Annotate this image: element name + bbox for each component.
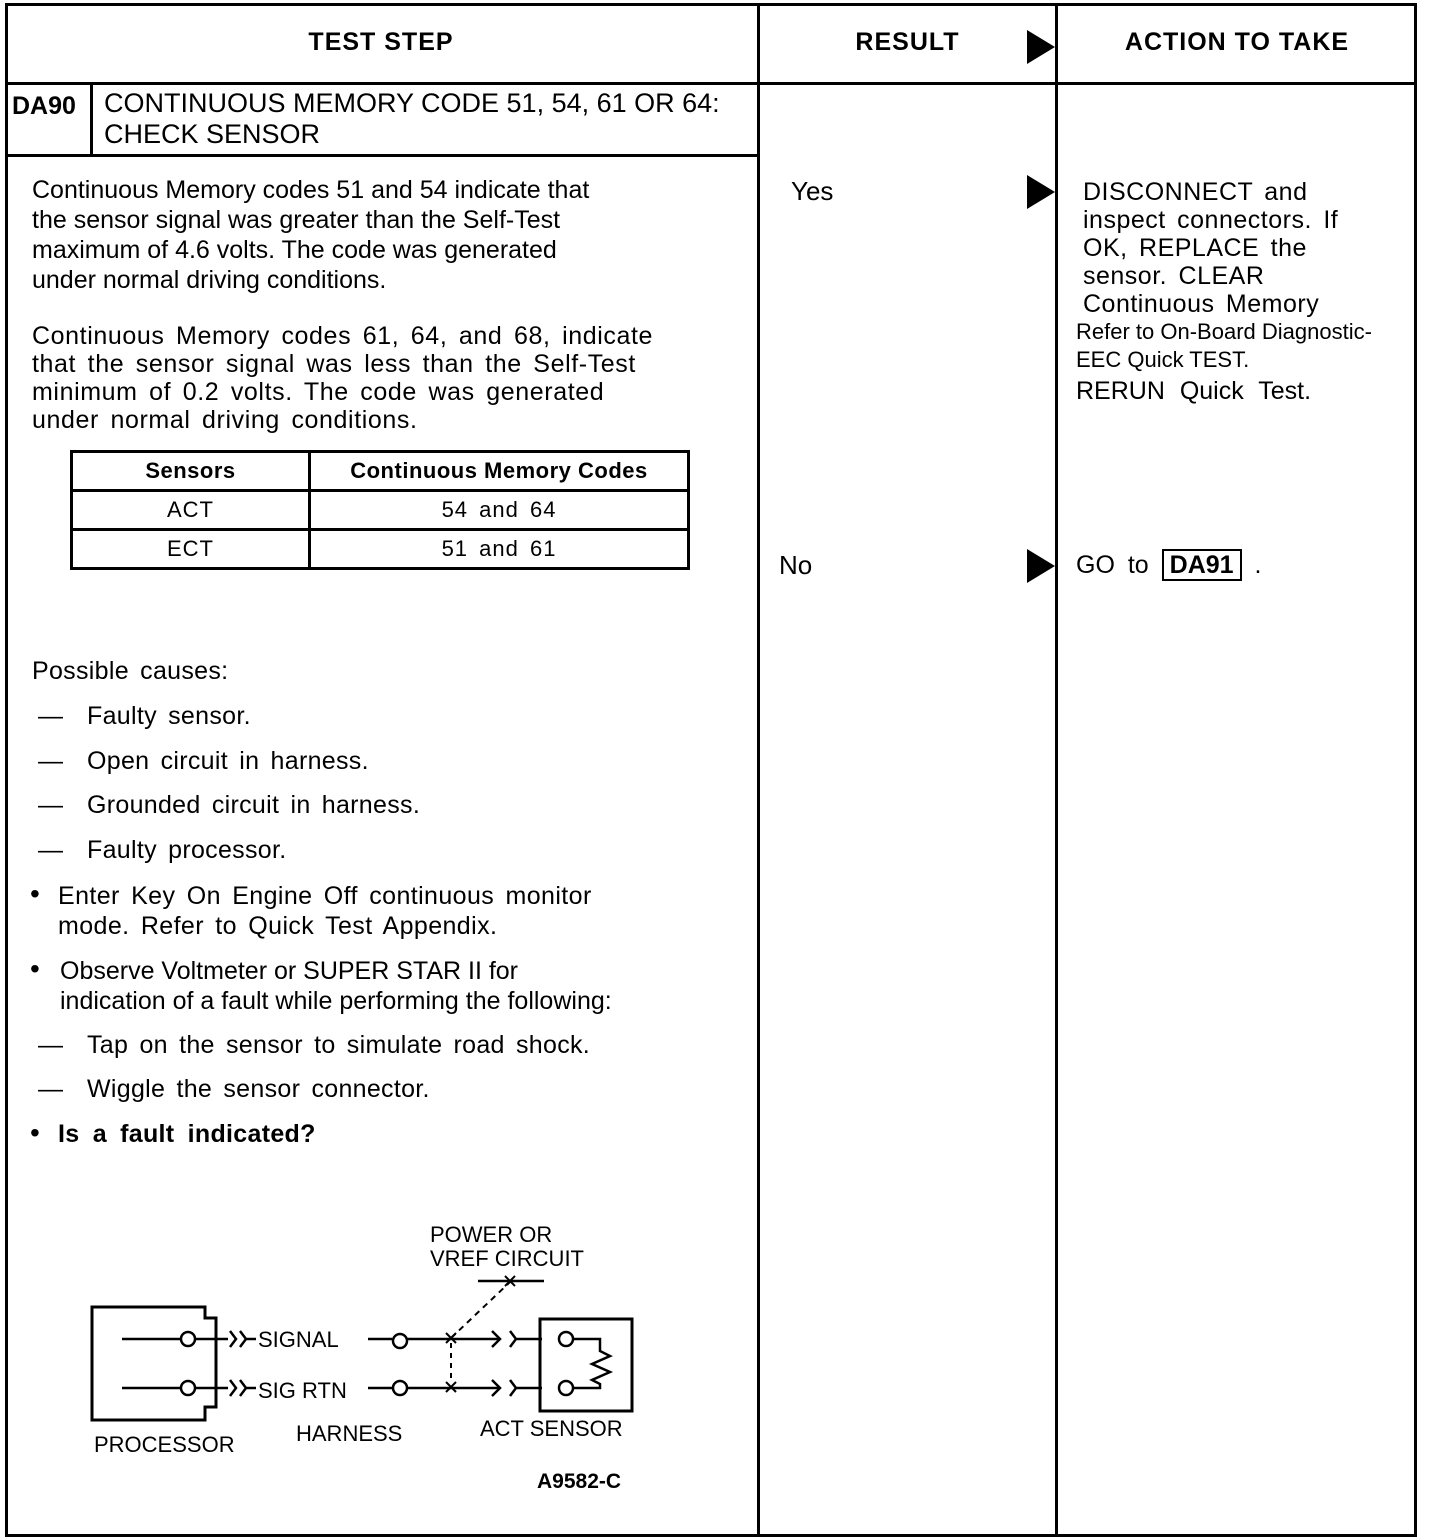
table-cell-codes: 51 and 61 [310,530,689,569]
step-title-rule [5,154,759,157]
action-yes-line: sensor. CLEAR [1083,262,1265,290]
signal-label: SIGNAL [258,1327,339,1352]
header-result: RESULT [855,28,960,56]
sub-step-item: Wiggle the sensor connector. [87,1075,430,1103]
action-yes-line: DISCONNECT and [1083,178,1308,206]
bullet-glyph: • [30,953,40,984]
result-no: No [779,550,813,580]
power-label-2: VREF CIRCUIT [430,1246,584,1271]
action-no-suffix: . [1254,551,1262,579]
act-sensor-box [540,1319,632,1411]
table-cell-sensor: ACT [72,491,310,530]
table-header-row [72,452,689,491]
divider-result [757,3,760,1537]
header-test-step: TEST STEP [308,28,454,56]
figure-id: A9582-C [537,1470,622,1493]
dash-glyph: — [38,1075,63,1103]
cause-item: Faulty processor. [87,836,287,864]
bullet1-line: Enter Key On Engine Off continuous monitor [58,882,592,910]
fault-question: Is a fault indicated? [58,1120,316,1148]
bullet-instruction-1 [58,881,592,941]
bullet2-line: Observe Voltmeter or SUPER STAR II for [60,957,519,985]
action-yes-line: Continuous Memory [1083,290,1320,318]
table-header-sensors: Sensors [72,452,310,491]
header-rule [5,82,1417,85]
action-yes-small-line: Refer to On-Board Diagnostic- [1076,319,1372,344]
para1-line: under normal driving conditions. [32,266,387,294]
dash-glyph: — [38,747,63,775]
divider-action [1055,3,1058,1537]
act-sensor-label: ACT SENSOR [480,1416,623,1441]
dash-glyph: — [38,791,63,819]
goto-step-link[interactable]: DA91 [1162,549,1242,581]
possible-causes-label: Possible causes: [32,657,229,685]
para2-line: minimum of 0.2 volts. The code was generated [32,378,605,406]
table-row [72,491,689,530]
harness-label: HARNESS [296,1421,403,1446]
para2-line: that the sensor signal was less than the Self-Test [32,350,636,378]
bullet2-line: indication of a fault while performing the following: [60,987,612,1015]
step-title [104,88,720,150]
para1-line: the sensor signal was greater than the Self-Test [32,206,561,234]
cause-item: Open circuit in harness. [87,747,369,775]
table-header-codes: Continuous Memory Codes [310,452,689,491]
step-title-line2: CHECK SENSOR [104,119,321,149]
dash-glyph: — [38,836,63,864]
step-title-line1: CONTINUOUS MEMORY CODE 51, 54, 61 OR 64: [104,88,720,118]
dash-glyph: — [38,702,63,730]
table-row [72,530,689,569]
action-yes [1083,178,1338,318]
para2-line: under normal driving conditions. [32,406,418,434]
wiring-diagram [80,1215,660,1505]
sig-rtn-label: SIG RTN [258,1378,347,1403]
para1-line: Continuous Memory codes 51 and 54 indicate that [32,176,590,204]
processor-box [92,1307,216,1420]
bullet-glyph: • [30,1117,40,1148]
result-yes: Yes [791,176,834,206]
header-arrow-icon [1027,30,1055,64]
action-yes-line: OK, REPLACE the [1083,234,1307,262]
processor-label: PROCESSOR [94,1432,235,1457]
sub-step-item: Tap on the sensor to simulate road shock. [87,1031,591,1059]
power-label-1: POWER OR [430,1222,553,1247]
dash-glyph: — [38,1031,63,1059]
yes-arrow-icon [1027,175,1055,209]
table-cell-sensor: ECT [72,530,310,569]
step-id: DA90 [12,92,76,120]
step-id-divider [90,83,93,156]
action-yes-line: inspect connectors. If [1083,206,1339,234]
para2-line: Continuous Memory codes 61, 64, and 68, indicate [32,322,654,350]
action-yes-small-line: EEC Quick TEST. [1076,347,1250,372]
cause-item: Grounded circuit in harness. [87,791,421,819]
no-arrow-icon [1027,549,1055,583]
action-rerun: RERUN Quick Test. [1076,377,1312,405]
sensor-codes-table [70,450,690,570]
bullet-instruction-2 [60,956,612,1016]
bullet1-line: mode. Refer to Quick Test Appendix. [58,912,498,940]
cause-item: Faulty sensor. [87,702,251,730]
action-yes-reference [1076,318,1372,374]
action-no-prefix: GO to [1076,551,1149,579]
para1-line: maximum of 4.6 volts. The code was generated [32,236,557,264]
header-action: ACTION TO TAKE [1124,28,1350,56]
bullet-glyph: • [30,878,40,909]
description-paragraph-2 [32,322,653,434]
description-paragraph-1 [32,175,589,295]
table-cell-codes: 54 and 64 [310,491,689,530]
action-no [1076,551,1261,579]
